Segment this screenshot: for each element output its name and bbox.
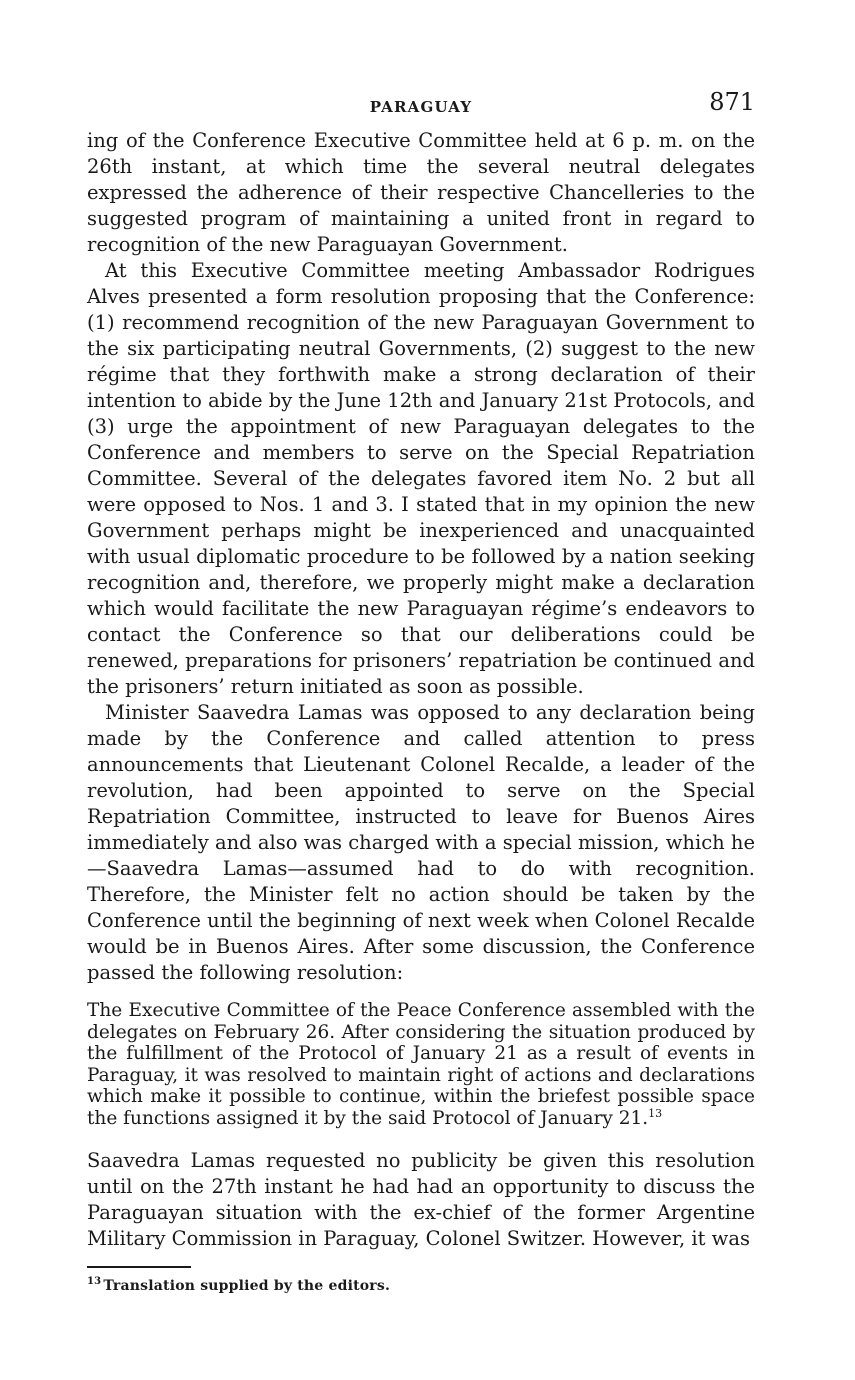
paragraph-continuation: ing of the Conference Executive Committee held at 6 p. m. on the 26th instant, at which time the several neutral delegates expressed the adherence of their respective Chancelleries to the suggested program of maintaining a united front in regard to recognition of the new Paraguayan Government. <box>87 129 755 256</box>
footnote-text: Translation supplied by the editors. <box>103 1277 391 1294</box>
footnote <box>87 1275 755 1294</box>
paragraph-publicity-request: Saavedra Lamas requested no publicity be given this resolution until on the 27th instant he had had an opportunity to discuss the Paraguayan situation with the ex-chief of the former Argentine Military Commission in Paraguay, Colonel Switzer. However, it was <box>87 1148 755 1250</box>
page-number: 871 <box>709 88 755 116</box>
resolution-quote-text: The Executive Committee of the Peace Conference assembled with the delegates on February 26. After considering the situation produced by the fulfillment of the Protocol of January 21 as a result of events in Paraguay, it was resolved to maintain right of actions and declarations which make it possible to continue, within the briefest possible space the functions assigned it by the said Protocol of January 21. <box>87 1000 755 1129</box>
footnote-reference: 13 <box>648 1106 663 1120</box>
resolution-quote <box>87 1000 755 1130</box>
running-header <box>87 88 755 128</box>
footnote-number: 13 <box>87 1275 102 1287</box>
running-title: PARAGUAY <box>369 98 473 116</box>
document-page <box>87 88 755 1294</box>
paragraph-saavedra-lamas: Minister Saavedra Lamas was opposed to any declaration being made by the Conference and called attention to press announcements that Lieutenant Colonel Recalde, a leader of the revolution, had been appointed to serve on the Special Repatriation Committee, instructed to leave for Buenos Aires immediately and also was charged with a special mission, which he—Saavedra Lamas—assumed had to do with recognition. Therefore, the Minister felt no action should be taken by the Conference until the beginning of next week when Colonel Recalde would be in Buenos Aires. After some discussion, the Conference passed the following resolution: <box>87 701 755 984</box>
paragraph-executive-meeting: At this Executive Committee meeting Ambassador Rodrigues Alves presented a form resolution proposing that the Conference: (1) recommend recognition of the new Paraguayan Government to the six participating neutral Governments, (2) suggest to the new régime that they forthwith make a strong declaration of their intention to abide by the June 12th and January 21st Protocols, and (3) urge the appointment of new Paraguayan delegates to the Conference and members to serve on the Special Repatriation Committee. Several of the delegates favored item No. 2 but all were opposed to Nos. 1 and 3. I stated that in my opinion the new Government perhaps might be inexperienced and unacquainted with usual diplomatic procedure to be followed by a nation seeking recognition and, therefore, we properly might make a declaration which would facilitate the new Paraguayan régime’s endeavors to contact the Conference so that our deliberations could be renewed, preparations for prisoners’ repatriation be continued and the prisoners’ return initiated as soon as possible. <box>87 259 755 698</box>
footnote-divider <box>87 1266 191 1268</box>
